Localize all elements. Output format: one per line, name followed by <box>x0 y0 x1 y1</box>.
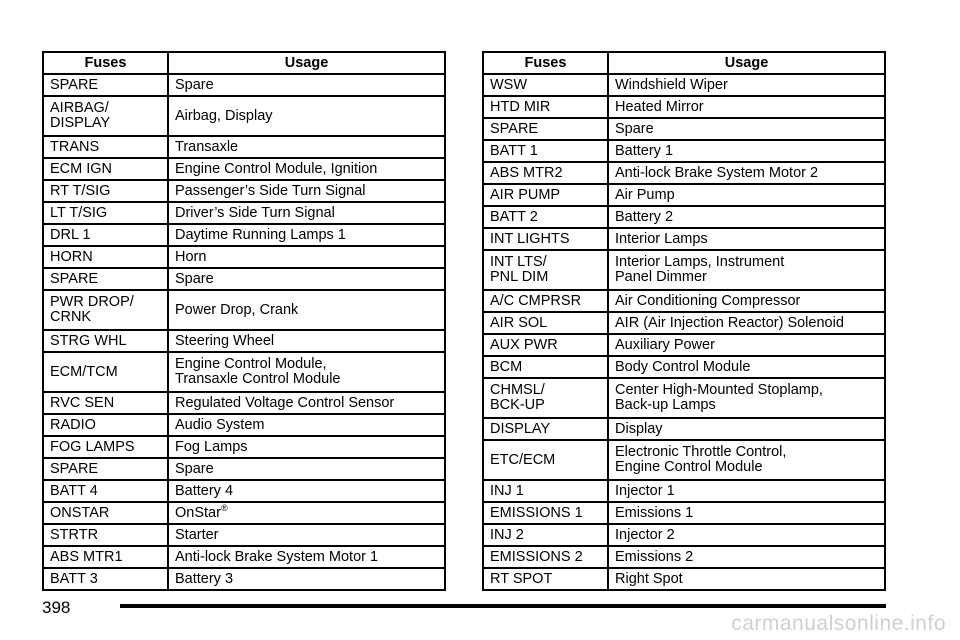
fuse-name-cell: WSW <box>483 74 608 96</box>
table-row <box>483 418 885 440</box>
fuse-name-cell: LT T/SIG <box>43 202 168 224</box>
fuse-usage-cell: Spare <box>168 458 445 480</box>
table-row <box>483 162 885 184</box>
fuse-usage-cell: Emissions 2 <box>608 546 885 568</box>
table-row <box>43 202 445 224</box>
fuse-usage-cell: Driver’s Side Turn Signal <box>168 202 445 224</box>
fuse-usage-cell: Horn <box>168 246 445 268</box>
fuse-usage-cell: Audio System <box>168 414 445 436</box>
table-row <box>43 74 445 96</box>
table-row <box>43 96 445 136</box>
fuse-name-cell: BCM <box>483 356 608 378</box>
table-row <box>483 440 885 480</box>
table-row <box>43 268 445 290</box>
table-row <box>483 480 885 502</box>
table-row <box>483 378 885 418</box>
table-row <box>483 290 885 312</box>
table-row <box>43 136 445 158</box>
fuse-name-cell: STRTR <box>43 524 168 546</box>
fuse-name-cell: STRG WHL <box>43 330 168 352</box>
table-header-row <box>483 52 885 74</box>
fuse-usage-cell: Interior Lamps <box>608 228 885 250</box>
table-row <box>43 546 445 568</box>
fuse-usage-cell: Battery 2 <box>608 206 885 228</box>
fuse-name-cell: SPARE <box>43 458 168 480</box>
table-row <box>43 524 445 546</box>
fuse-usage-cell: Electronic Throttle Control, Engine Control Module <box>608 440 885 480</box>
table-row <box>43 458 445 480</box>
table-row <box>43 224 445 246</box>
fuse-name-cell: ETC/ECM <box>483 440 608 480</box>
fuse-table-right <box>482 51 886 591</box>
table-row <box>483 140 885 162</box>
fuse-name-cell: EMISSIONS 2 <box>483 546 608 568</box>
fuse-name-cell: A/C CMPRSR <box>483 290 608 312</box>
fuse-name-cell: RADIO <box>43 414 168 436</box>
table-row <box>483 312 885 334</box>
header-fuses: Fuses <box>483 52 608 74</box>
table-row <box>43 392 445 414</box>
page-number: 398 <box>42 598 71 617</box>
fuse-usage-cell: Spare <box>168 74 445 96</box>
table-row <box>483 546 885 568</box>
fuse-usage-cell: Air Pump <box>608 184 885 206</box>
fuse-usage-cell: Anti-lock Brake System Motor 1 <box>168 546 445 568</box>
table-row <box>483 502 885 524</box>
header-usage: Usage <box>168 52 445 74</box>
table-row <box>483 228 885 250</box>
fuse-usage-cell: Emissions 1 <box>608 502 885 524</box>
fuse-name-cell: HTD MIR <box>483 96 608 118</box>
table-row <box>43 352 445 392</box>
fuse-usage-cell: Engine Control Module, Transaxle Control Module <box>168 352 445 392</box>
fuse-name-cell: AUX PWR <box>483 334 608 356</box>
fuse-name-cell: BATT 1 <box>483 140 608 162</box>
fuse-usage-cell: Spare <box>168 268 445 290</box>
fuse-usage-cell: Display <box>608 418 885 440</box>
table-row <box>483 356 885 378</box>
fuse-usage-cell: Regulated Voltage Control Sensor <box>168 392 445 414</box>
fuse-name-cell: INJ 2 <box>483 524 608 546</box>
fuse-usage-cell: Engine Control Module, Ignition <box>168 158 445 180</box>
fuse-name-cell: EMISSIONS 1 <box>483 502 608 524</box>
usage-text: OnStar <box>175 504 221 521</box>
table-row <box>483 524 885 546</box>
fuse-usage-cell: Steering Wheel <box>168 330 445 352</box>
fuse-name-cell: SPARE <box>43 268 168 290</box>
table-row <box>483 206 885 228</box>
fuse-name-cell: RVC SEN <box>43 392 168 414</box>
table-row <box>43 480 445 502</box>
fuse-usage-cell: Spare <box>608 118 885 140</box>
table-row <box>43 290 445 330</box>
fuse-usage-cell: Power Drop, Crank <box>168 290 445 330</box>
fuse-usage-cell: Injector 2 <box>608 524 885 546</box>
fuse-name-cell: SPARE <box>43 74 168 96</box>
fuse-usage-cell: Air Conditioning Compressor <box>608 290 885 312</box>
registered-mark: ® <box>220 502 228 513</box>
fuse-name-cell: ONSTAR <box>43 502 168 524</box>
watermark: carmanualsonline.info <box>731 612 946 635</box>
fuse-usage-cell: Fog Lamps <box>168 436 445 458</box>
table-row <box>483 96 885 118</box>
fuse-usage-cell: Heated Mirror <box>608 96 885 118</box>
fuse-usage-cell: Center High-Mounted Stoplamp, Back-up Lamps <box>608 378 885 418</box>
fuse-usage-cell: AIR (Air Injection Reactor) Solenoid <box>608 312 885 334</box>
fuse-name-cell: SPARE <box>483 118 608 140</box>
fuse-usage-cell: Airbag, Display <box>168 96 445 136</box>
table-row <box>43 158 445 180</box>
footer-divider <box>120 604 886 608</box>
fuse-usage-cell: Interior Lamps, Instrument Panel Dimmer <box>608 250 885 290</box>
table-row <box>43 436 445 458</box>
fuse-table-left <box>42 51 446 591</box>
fuse-name-cell: PWR DROP/ CRNK <box>43 290 168 330</box>
fuse-usage-cell: Anti-lock Brake System Motor 2 <box>608 162 885 184</box>
fuse-usage-cell: Windshield Wiper <box>608 74 885 96</box>
fuse-name-cell: DRL 1 <box>43 224 168 246</box>
fuse-name-cell: CHMSL/ BCK-UP <box>483 378 608 418</box>
fuse-name-cell: BATT 2 <box>483 206 608 228</box>
fuse-name-cell: FOG LAMPS <box>43 436 168 458</box>
fuse-name-cell: ABS MTR2 <box>483 162 608 184</box>
fuse-usage-cell: Daytime Running Lamps 1 <box>168 224 445 246</box>
table-row <box>43 568 445 590</box>
fuse-name-cell: INJ 1 <box>483 480 608 502</box>
fuse-name-cell: AIRBAG/ DISPLAY <box>43 96 168 136</box>
table-row <box>483 118 885 140</box>
table-header-row <box>43 52 445 74</box>
fuse-usage-cell: Passenger’s Side Turn Signal <box>168 180 445 202</box>
fuse-name-cell: ECM IGN <box>43 158 168 180</box>
table-row <box>483 250 885 290</box>
fuse-name-cell: INT LTS/ PNL DIM <box>483 250 608 290</box>
table-row <box>43 502 445 524</box>
fuse-usage-cell: Auxiliary Power <box>608 334 885 356</box>
fuse-name-cell: BATT 3 <box>43 568 168 590</box>
table-row <box>483 334 885 356</box>
fuse-usage-cell: Battery 1 <box>608 140 885 162</box>
fuse-name-cell: RT SPOT <box>483 568 608 590</box>
fuse-usage-cell: Body Control Module <box>608 356 885 378</box>
fuse-name-cell: RT T/SIG <box>43 180 168 202</box>
table-row <box>483 184 885 206</box>
fuse-usage-cell: Battery 3 <box>168 568 445 590</box>
fuse-name-cell: HORN <box>43 246 168 268</box>
fuse-usage-cell: Injector 1 <box>608 480 885 502</box>
fuse-usage-cell: Right Spot <box>608 568 885 590</box>
fuse-name-cell: AIR SOL <box>483 312 608 334</box>
header-usage: Usage <box>608 52 885 74</box>
table-row <box>483 568 885 590</box>
fuse-name-cell: AIR PUMP <box>483 184 608 206</box>
fuse-usage-cell: Transaxle <box>168 136 445 158</box>
fuse-name-cell: ECM/TCM <box>43 352 168 392</box>
fuse-name-cell: INT LIGHTS <box>483 228 608 250</box>
table-row <box>43 246 445 268</box>
table-row <box>43 330 445 352</box>
fuse-usage-cell: Starter <box>168 524 445 546</box>
fuse-usage-cell: Battery 4 <box>168 480 445 502</box>
fuse-name-cell: DISPLAY <box>483 418 608 440</box>
fuse-name-cell: ABS MTR1 <box>43 546 168 568</box>
table-row <box>43 414 445 436</box>
table-row <box>483 74 885 96</box>
fuse-name-cell: TRANS <box>43 136 168 158</box>
header-fuses: Fuses <box>43 52 168 74</box>
table-row <box>43 180 445 202</box>
fuse-usage-cell <box>168 502 445 524</box>
fuse-name-cell: BATT 4 <box>43 480 168 502</box>
